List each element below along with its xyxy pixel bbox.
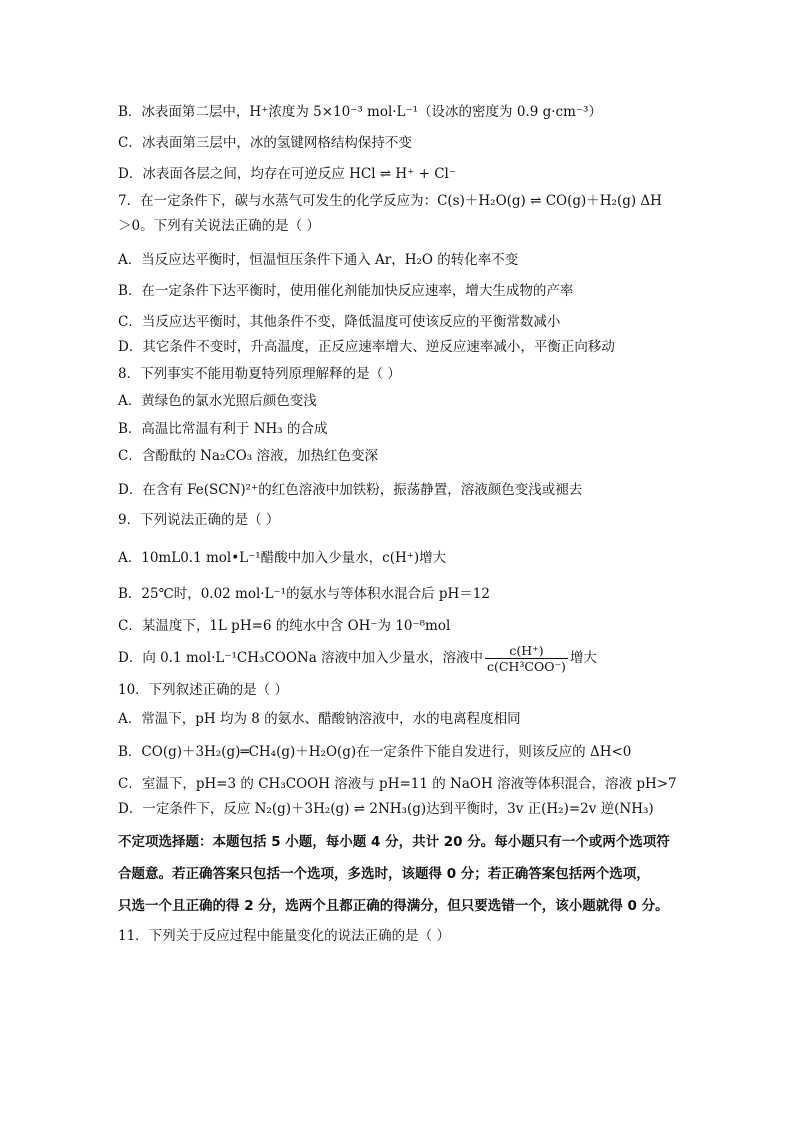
option-8b-prev: B．冰表面第二层中，H⁺浓度为 5×10⁻³ mol·L⁻¹（设冰的密度为 0.9 g·cm⁻³）: [118, 104, 602, 120]
option-c-prev: C．冰表面第三层中，冰的氢键网格结构保持不变: [118, 135, 412, 151]
question-7-stem-cont: ＞0。下列有关说法正确的是（ ）: [118, 218, 320, 234]
q9-option-d-text: D．向 0.1 mol·L⁻¹CH₃COONa 溶液中加入少量水，溶液中: [118, 650, 484, 666]
question-8-stem: 8．下列事实不能用勒夏特列原理解释的是（ ）: [118, 366, 401, 382]
fraction-numerator: c(H⁺): [485, 643, 568, 659]
q8-option-d: D．在含有 Fe(SCN)²⁺的红色溶液中加铁粉，振荡静置，溶液颜色变浅或褪去: [118, 482, 583, 498]
q9-option-d: [118, 643, 597, 674]
q10-option-d: D．一定条件下，反应 N₂(g)＋3H₂(g) ⇌ 2NH₃(g)达到平衡时，3v 正(H₂)=2v 逆(NH₃): [118, 801, 654, 817]
question-10-stem: 10．下列叙述正确的是（ ）: [118, 682, 288, 698]
question-7-stem: 7．在一定条件下，碳与水蒸气可发生的化学反应为：C(s)＋H₂O(g) ⇌ CO(g)＋H₂(g) ΔH: [118, 193, 662, 209]
q9-option-b: B．25℃时，0.02 mol·L⁻¹的氨水与等体积水混合后 pH＝12: [118, 586, 490, 602]
q10-option-a: A．常温下，pH 均为 8 的氨水、醋酸钠溶液中，水的电离程度相同: [118, 711, 521, 727]
q7-option-d: D．其它条件不变时，升高温度，正反应速率增大、逆反应速率减小，平衡正向移动: [118, 339, 615, 355]
fraction: [485, 643, 568, 674]
question-9-stem: 9．下列说法正确的是（ ）: [118, 512, 280, 528]
q9-option-c: C．某温度下，1L pH=6 的纯水中含 OH⁻为 10⁻⁸mol: [118, 618, 451, 634]
q8-option-c: C．含酚酞的 Na₂CO₃ 溶液，加热红色变深: [118, 448, 378, 464]
q9-option-d-suffix: 增大: [569, 650, 597, 666]
section-instructions-1: 不定项选择题：本题包括 5 小题，每小题 4 分，共计 20 分。每小题只有一个或两个选项符: [118, 834, 670, 850]
q7-option-a: A．当反应达平衡时，恒温恒压条件下通入 Ar，H₂O 的转化率不变: [118, 252, 519, 268]
q7-option-c: C．当反应达平衡时，其他条件不变，降低温度可使该反应的平衡常数减小: [118, 314, 561, 330]
q9-option-a: A．10mL0.1 mol•L⁻¹醋酸中加入少量水，c(H⁺)增大: [118, 550, 447, 566]
question-11-stem: 11．下列关于反应过程中能量变化的说法正确的是（ ）: [118, 928, 450, 944]
option-d-prev: D．冰表面各层之间，均存在可逆反应 HCl ⇌ H⁺ + Cl⁻: [118, 166, 456, 182]
q7-option-b: B．在一定条件下达平衡时，使用催化剂能加快反应速率，增大生成物的产率: [118, 283, 574, 299]
q8-option-b: B．高温比常温有利于 NH₃ 的合成: [118, 421, 328, 437]
q10-option-c: C．室温下，pH=3 的 CH₃COOH 溶液与 pH=11 的 NaOH 溶液等体积混合，溶液 pH>7: [118, 776, 677, 792]
q8-option-a: A．黄绿色的氯水光照后颜色变浅: [118, 393, 317, 409]
fraction-denominator: c(CH³COO⁻): [487, 659, 566, 674]
q10-option-b: B．CO(g)＋3H₂(g)═CH₄(g)＋H₂O(g)在一定条件下能自发进行，则该反应的 ΔH<0: [118, 744, 632, 760]
section-instructions-2: 合题意。若正确答案只包括一个选项，多选时，该题得 0 分；若正确答案包括两个选项，: [118, 866, 650, 882]
section-instructions-3: 只选一个且正确的得 2 分，选两个且都正确的得满分，但只要选错一个，该小题就得 0 分。: [118, 898, 669, 914]
